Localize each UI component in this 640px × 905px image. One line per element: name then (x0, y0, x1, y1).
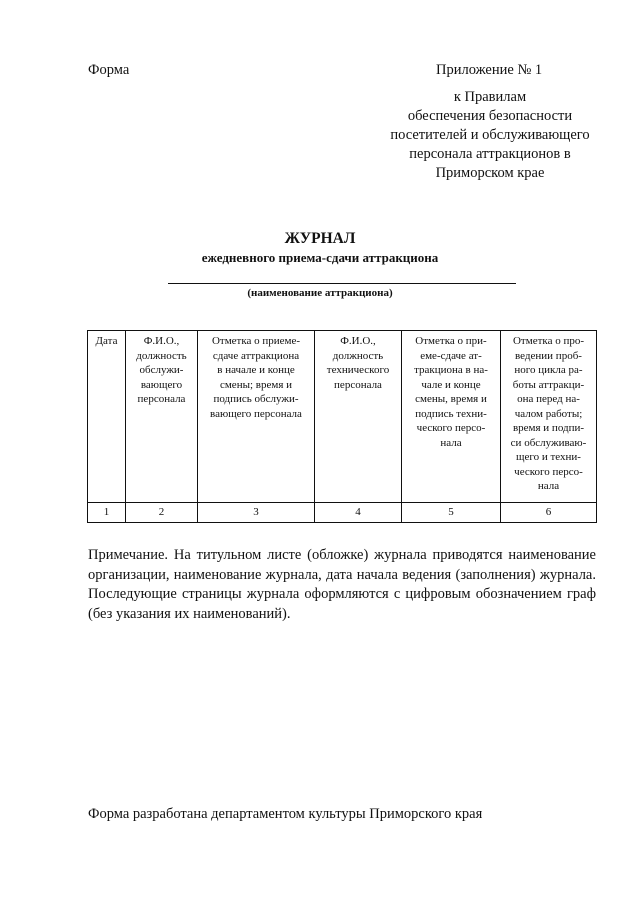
header-line: ческого персо- (514, 465, 583, 478)
header-line: тракциона в на- (414, 364, 488, 376)
note-paragraph: Примечание. На титульном листе (обложке) журнала приводятся наименование организации, наименование журнала, дата начала ведения (заполнения) журнала. Последующие страницы журнала оформляются с цифровым обозначением граф (без указания их наименований). (88, 547, 596, 622)
header-line: вающего персонала (210, 407, 302, 420)
appendix-line: обеспечения безопасности (407, 108, 573, 124)
appendix-line: к Правилам (453, 89, 527, 105)
header-line: подпись техни- (415, 407, 487, 420)
column-header-technical-handover (402, 331, 501, 503)
appendix-line: посетителей и обслуживающего (390, 127, 590, 143)
column-header-date (88, 331, 126, 503)
header-line: смены, время и (415, 393, 487, 405)
header-line: смены; время и (219, 378, 293, 391)
header-line: сдаче аттракциона (212, 349, 300, 362)
header-line: нала (537, 480, 560, 492)
column-header-staff (126, 331, 198, 503)
column-number-row (88, 503, 597, 523)
journal-subtitle: ежедневного приема-сдачи аттракциона (201, 250, 439, 265)
header-line: должность (332, 349, 384, 362)
attraction-name-line (168, 283, 516, 284)
header-line: персонала (334, 378, 382, 391)
appendix-reference (380, 88, 600, 183)
header-line: технического (326, 364, 390, 376)
header-line: чале и конце (421, 378, 481, 391)
column-header-staff-handover (198, 331, 315, 503)
header-line: нала (440, 436, 462, 449)
header-line: ведении проб- (515, 349, 582, 362)
attraction-name-caption: (наименование аттракциона) (247, 287, 393, 299)
header-line: персонала (137, 393, 186, 405)
header-line: Отметка о про- (512, 335, 584, 347)
column-number: 3 (198, 503, 315, 523)
journal-table (87, 330, 597, 523)
footer-text: Форма разработана департаментом культуры Приморского края (88, 806, 483, 822)
header-line: еме-сдаче ат- (420, 349, 482, 362)
journal-title: ЖУРНАЛ (284, 230, 356, 247)
header-line: в начале и конце (217, 364, 295, 376)
header-line: она перед на- (517, 393, 580, 405)
form-label: Форма (88, 62, 130, 78)
column-number: 4 (315, 503, 402, 523)
column-number: 1 (88, 503, 126, 523)
header-line: чалом работы; (514, 407, 583, 420)
header-line: Отметка о приеме- (211, 335, 301, 347)
header-line: обслужи- (139, 364, 184, 376)
header-line: Ф.И.О., (143, 335, 180, 347)
header-line: ного цикла ра- (514, 364, 583, 376)
column-number: 6 (501, 503, 597, 523)
header-line: должность (136, 349, 187, 362)
header-line: Ф.И.О., (340, 335, 376, 347)
header-line: ческого персо- (416, 422, 486, 434)
header-line: щего и техни- (516, 451, 581, 463)
header-line: си обслуживаю- (510, 436, 587, 449)
column-number: 5 (402, 503, 501, 523)
appendix-number: Приложение № 1 (436, 62, 543, 78)
column-header-test-cycle (501, 331, 597, 503)
header-line: время и подпи- (512, 422, 585, 434)
header-line: вающего (140, 378, 183, 391)
column-header-technical-staff (315, 331, 402, 503)
header-line: подпись обслужи- (213, 393, 299, 405)
header-line: Дата (95, 335, 118, 347)
header-line: Отметка о при- (415, 335, 487, 347)
table-header-row (88, 331, 597, 503)
appendix-line: Приморском крае (435, 165, 545, 181)
column-number: 2 (126, 503, 198, 523)
header-line: боты аттракци- (512, 378, 585, 391)
appendix-line: персонала аттракционов в (409, 146, 571, 162)
